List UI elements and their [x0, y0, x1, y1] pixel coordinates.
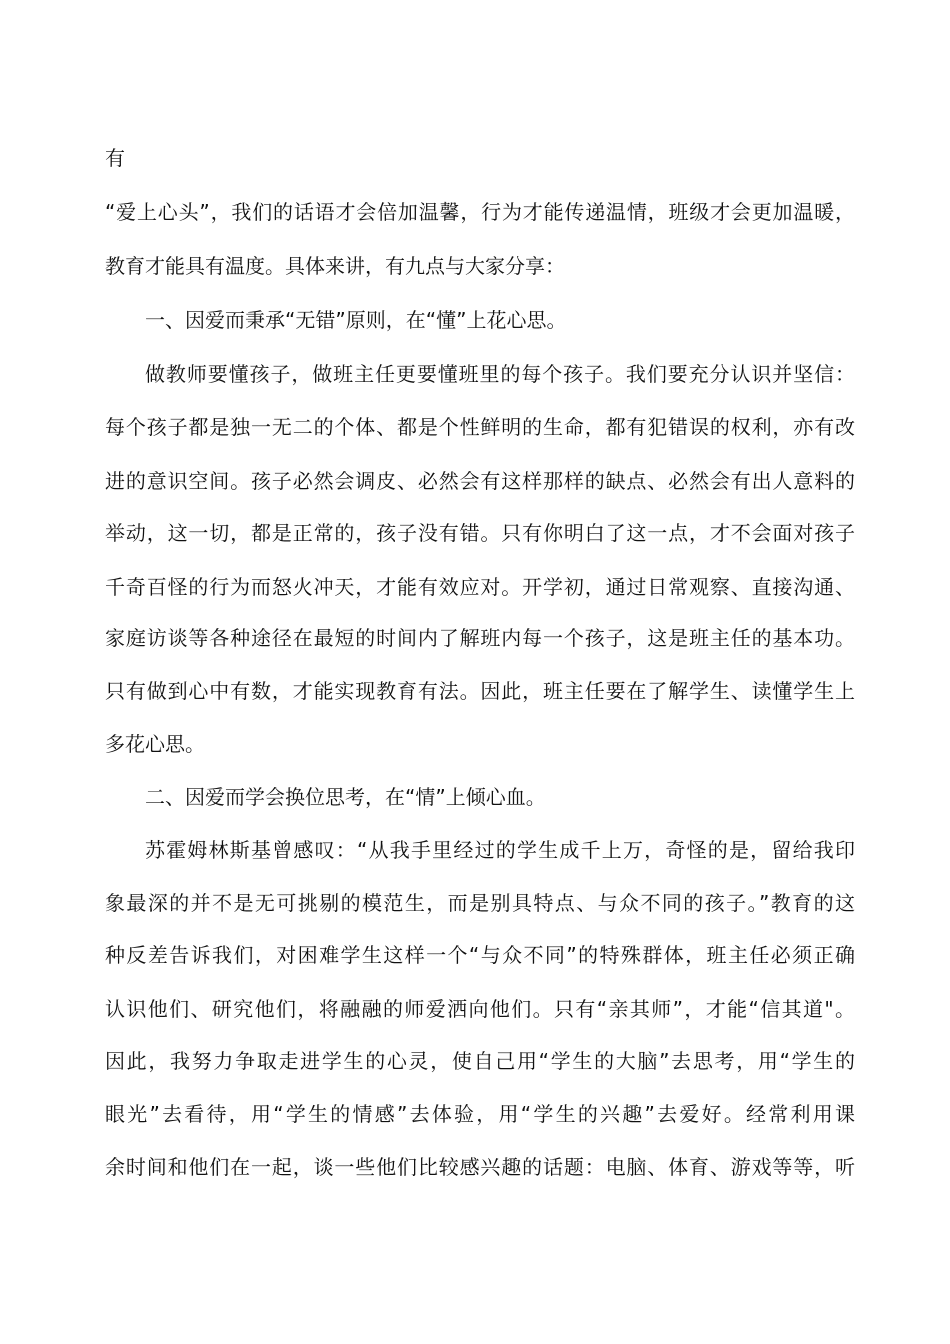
- text-line: 认识他们、研究他们，将融融的师爱洒向他们。只有“亲其师”，才能“信其道"。: [105, 997, 855, 1021]
- text-line: 眼光”去看待，用“学生的情感”去体验，用“学生的兴趣”去爱好。经常利用课: [105, 1102, 855, 1126]
- text-line: 举动，这一切，都是正常的，孩子没有错。只有你明白了这一点，才不会面对孩子: [105, 521, 855, 545]
- text-line: 苏霍姆林斯基曾感叹：“从我手里经过的学生成千上万，奇怪的是，留给我印: [145, 838, 855, 862]
- text-line: 只有做到心中有数，才能实现教育有法。因此，班主任要在了解学生、读懂学生上: [105, 679, 855, 703]
- section-heading: 二、因爱而学会换位思考，在“情”上倾心血。: [145, 785, 546, 809]
- text-line: 千奇百怪的行为而怒火冲天，才能有效应对。开学初，通过日常观察、直接沟通、: [105, 575, 855, 599]
- text-line: 因此，我努力争取走进学生的心灵，使自己用“学生的大脑”去思考，用“学生的: [105, 1049, 855, 1073]
- text-line: “爱上心头”，我们的话语才会倍加温馨，行为才能传递温情，班级才会更加温暖，: [105, 200, 855, 224]
- text-line: 做教师要懂孩子，做班主任更要懂班里的每个孩子。我们要充分认识并坚信：: [145, 362, 855, 386]
- text-line: 象最深的并不是无可挑剔的模范生，而是别具特点、与众不同的孩子。”教育的这: [105, 891, 855, 915]
- text-line: 教育才能具有温度。具体来讲，有九点与大家分享：: [105, 254, 565, 278]
- text-line: 有: [105, 146, 125, 170]
- text-line: 余时间和他们在一起，谈一些他们比较感兴趣的话题：电脑、体育、游戏等等，听: [105, 1155, 855, 1179]
- section-heading: 一、因爱而秉承“无错”原则，在“懂”上花心思。: [145, 308, 567, 332]
- text-line: 进的意识空间。孩子必然会调皮、必然会有这样那样的缺点、必然会有出人意料的: [105, 469, 855, 493]
- text-line: 多花心思。: [105, 732, 205, 756]
- text-line: 每个孩子都是独一无二的个体、都是个性鲜明的生命，都有犯错误的权利，亦有改: [105, 415, 855, 439]
- text-line: 家庭访谈等各种途径在最短的时间内了解班内每一个孩子，这是班主任的基本功。: [105, 626, 855, 650]
- text-line: 种反差告诉我们，对困难学生这样一个“与众不同”的特殊群体，班主任必须正确: [105, 943, 855, 967]
